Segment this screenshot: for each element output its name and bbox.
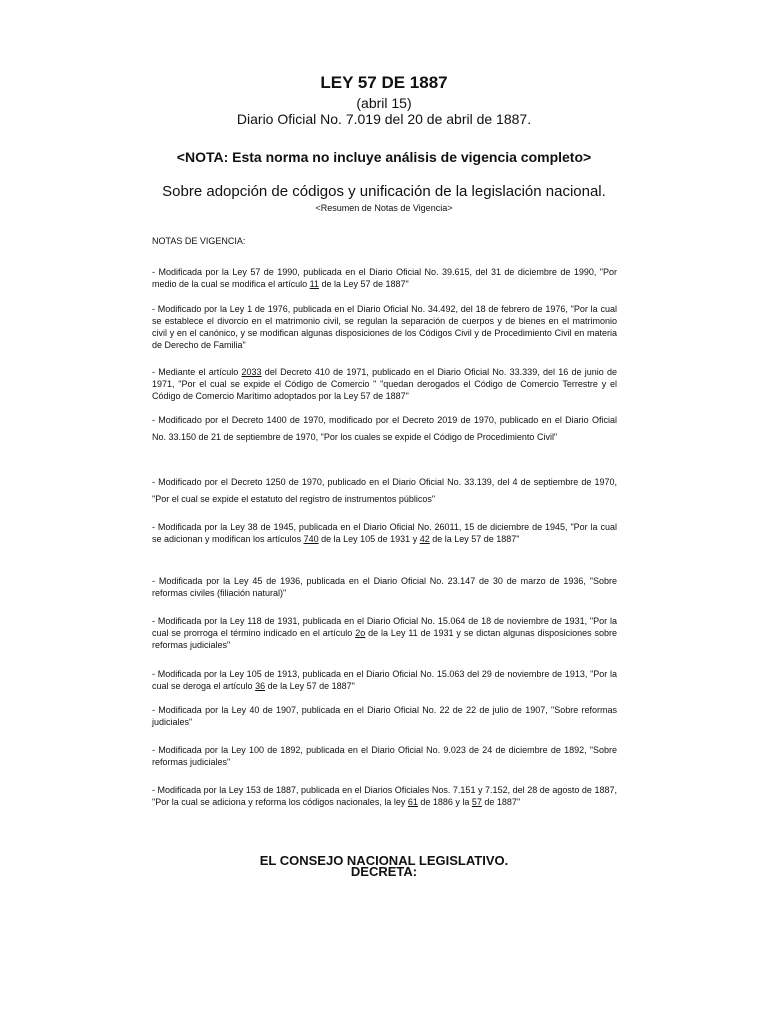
note-text: de la Ley 57 de 1887": [429, 534, 520, 544]
note-item: [152, 744, 617, 768]
note-text: - Modificada por la Ley 38 de 1945, publicada en el Diario Oficial No. 26011, 15 de diciembre de 1945, "Por la cual se adicionan y modifican los artículos: [152, 522, 617, 544]
note-text: - Modificado por la Ley 1 de 1976, publicada en el Diario Oficial No. 34.492, del 18 de febrero de 1976, "Por la cual se establece el divorcio en el matrimonio civil, se regulan la separación de cuerpos y de bienes en el matrimonio civil y en el canónico, y se modifican algunas disposiciones de los Códigos Civil y de Procedimiento Civil en materia de Derecho de Familia": [152, 304, 617, 350]
note-item: [152, 668, 617, 692]
note-item: [152, 412, 617, 446]
law-title: LEY 57 DE 1887: [320, 73, 448, 92]
article-link[interactable]: 42: [419, 534, 430, 544]
law-date: (abril 15): [356, 95, 412, 111]
article-link[interactable]: 36: [255, 681, 266, 691]
council-heading: EL CONSEJO NACIONAL LEGISLATIVO.: [259, 853, 509, 868]
note-item: [152, 784, 617, 808]
note-text: - Modificado por el Decreto 1250 de 1970, publicado en el Diario Oficial No. 33.139, del 4 de septiembre de 1970, "Por el cual se expide el estatuto del registro de instrumentos públicos": [152, 477, 617, 504]
article-link[interactable]: 2o: [355, 628, 366, 638]
law-subject: Sobre adopción de códigos y unificación de la legislación nacional.: [162, 183, 606, 200]
decreta-heading: DECRETA:: [350, 864, 418, 879]
note-text: - Modificada por la Ley 57 de 1990, publicada en el Diario Oficial No. 39.615, del 31 de diciembre de 1990, "Por medio de la cual se modifica el artículo: [152, 267, 617, 289]
note-text: - Modificada por la Ley 45 de 1936, publicada en el Diario Oficial No. 23.147 de 30 de marzo de 1936, "Sobre reformas civiles (filiación natural)": [152, 576, 617, 598]
note-text: de 1887": [481, 797, 521, 807]
note-text: - Modificada por la Ley 105 de 1913, publicada en el Diario Oficial No. 15.063 del 29 de noviembre de 1913, "Por la cual se deroga el artículo: [152, 669, 617, 691]
resumen-link[interactable]: <Resumen de Notas de Vigencia>: [315, 203, 453, 213]
note-text: - Modificada por la Ley 100 de 1892, publicada en el Diario Oficial No. 9.023 de 24 de diciembre de 1892, "Sobre reformas judiciales": [152, 745, 617, 767]
note-item: [152, 704, 617, 728]
article-link[interactable]: 740: [303, 534, 319, 544]
note-item: [152, 575, 617, 599]
note-text: - Modificado por el Decreto 1400 de 1970, modificado por el Decreto 2019 de 1970, publicado en el Diario Oficial No. 33.150 de 21 de septiembre de 1970, "Por los cuales se expide el Código de Procedimiento Civil": [152, 415, 617, 442]
notas-label: NOTAS DE VIGENCIA:: [152, 236, 246, 246]
note-text: de la Ley 57 de 1887": [318, 279, 409, 289]
article-link[interactable]: 61: [407, 797, 418, 807]
note-text: - Mediante el artículo: [152, 367, 242, 377]
article-link[interactable]: 11: [309, 279, 319, 289]
note-text: del Decreto 410 de 1971, publicado en el Diario Oficial No. 33.339, del 16 de junio de 1971, "Por el cual se expide el Código de Comercio " "quedan derogados el Código de Comercio Terrestre y el Código de Comercio Marítimo adoptados por la Ley 57 de 1887": [152, 367, 617, 401]
note-text: de la Ley 105 de 1931 y: [318, 534, 420, 544]
note-text: - Modificada por la Ley 118 de 1931, publicada en el Diario Oficial No. 15.064 de 18 de noviembre de 1931, "Por la cual se prorroga el término indicado en el artículo: [152, 616, 617, 638]
note-text: de la Ley 11 de 1931 y se dictan algunas disposiciones sobre reformas judiciales": [152, 628, 618, 650]
note-item: [152, 615, 617, 651]
vigencia-note: <NOTA: Esta norma no incluye análisis de vigencia completo>: [176, 149, 592, 165]
article-link[interactable]: 57: [471, 797, 482, 807]
note-text: - Modificada por la Ley 153 de 1887, publicada en el Diarios Oficiales Nos. 7.151 y 7.152, del 28 de agosto de 1887, "Por la cual se adiciona y reforma los códigos nacionales, la ley: [152, 785, 617, 807]
note-text: de la Ley 57 de 1887": [265, 681, 355, 691]
note-item: [152, 366, 617, 402]
note-text: - Modificada por la Ley 40 de 1907, publicada en el Diario Oficial No. 22 de 22 de julio de 1907, "Sobre reformas judiciales": [152, 705, 617, 727]
diario-oficial-line: Diario Oficial No. 7.019 del 20 de abril de 1887.: [236, 111, 532, 127]
note-item: [152, 474, 617, 508]
note-text: de 1886 y la: [417, 797, 472, 807]
note-item: [152, 266, 617, 290]
note-item: [152, 521, 617, 545]
note-item: [152, 303, 617, 351]
article-link[interactable]: 2033: [241, 367, 262, 377]
